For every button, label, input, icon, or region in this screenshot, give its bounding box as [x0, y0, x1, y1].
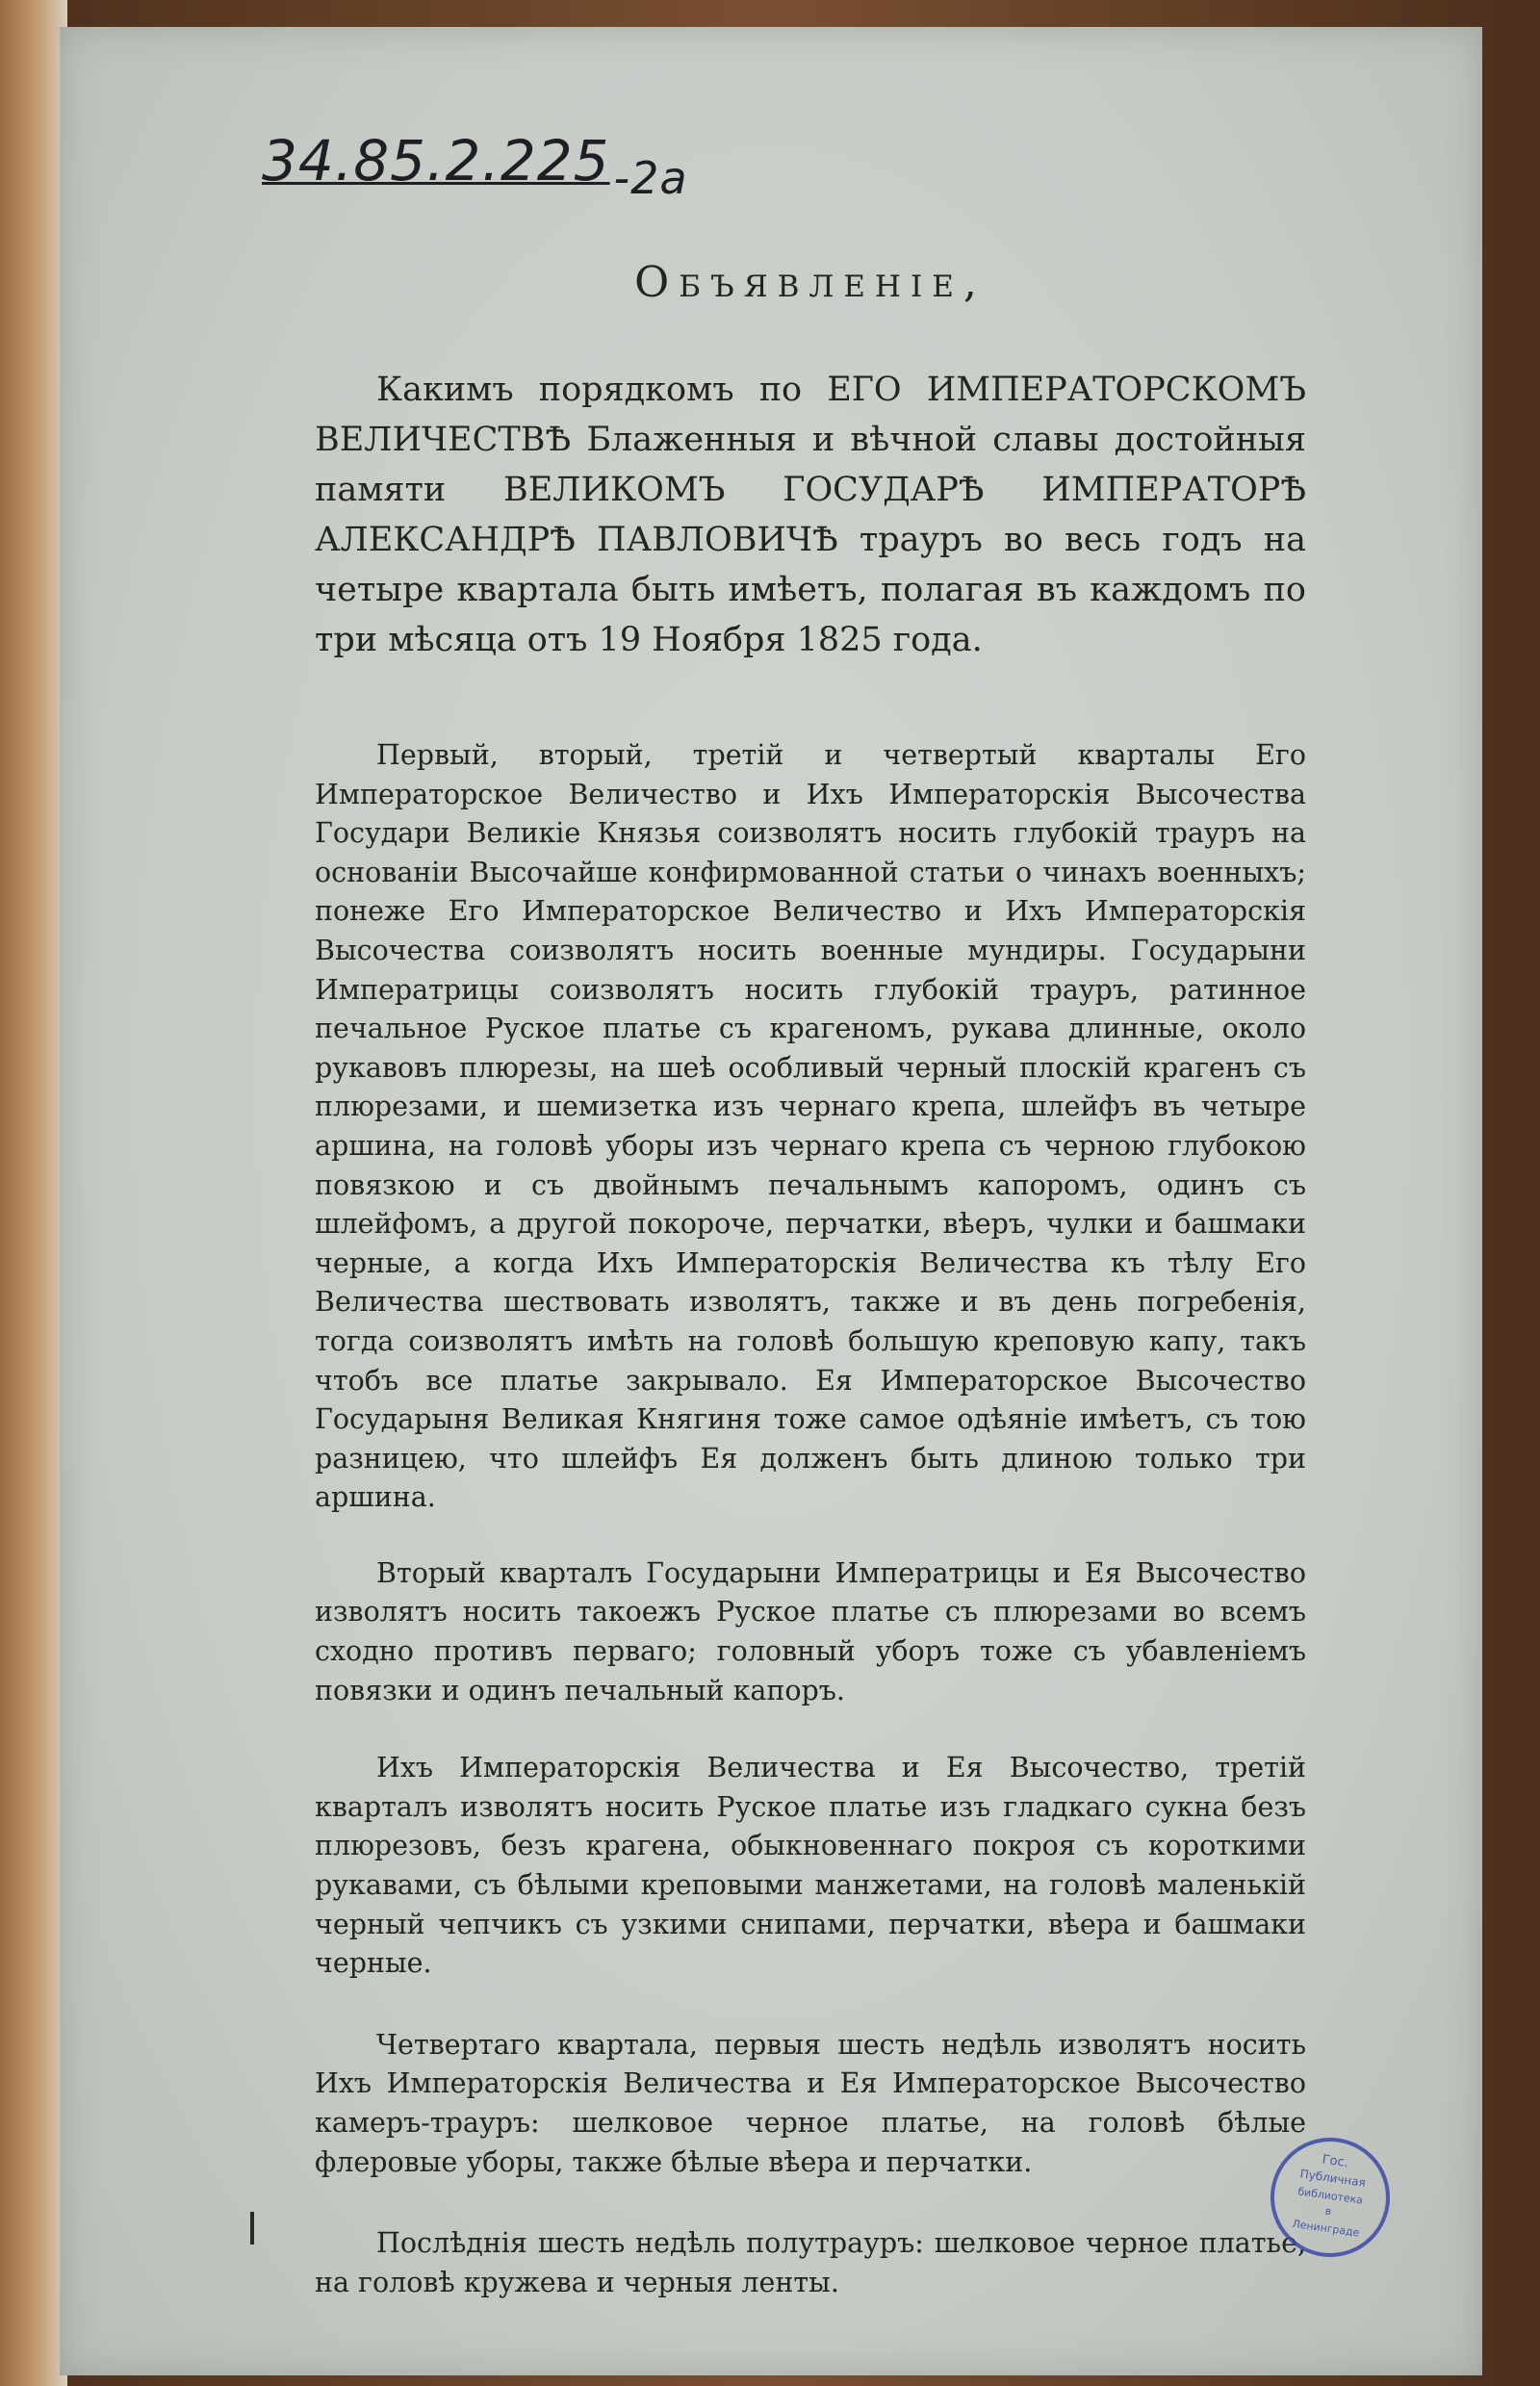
stamp-line-3: библиотека: [1296, 2185, 1364, 2207]
shelfmark-number: 34.85.2.225: [262, 128, 610, 193]
paragraph-1: Первый, вторый, третiй и четвертый кварталы Его Императорское Величество и Ихъ Императорскiя Высочества Государи Великiе Князья соизволятъ носить глубокiй трауръ на основанiи Высочайше конфирмованной статьи о чинахъ военныхъ; понеже Его Императорское Величество и Ихъ Императорскiя Высочества соизволятъ носить военные мундиры. Государыни Императрицы соизволятъ носить глубокiй трауръ, ратинное печальное Руское платье съ крагеномъ, рукава длинные, около рукавовъ плюрезы, на шеѣ особливый черный плоскiй крагенъ съ плюрезами, и шемизетка изъ чернаго крепа, шлейфъ въ четыре аршина, на головѣ уборы изъ чернаго крепа съ черною глубокою повязкою и съ двойнымъ печальнымъ капоромъ, одинъ съ шлейфомъ, а другой покороче, перчатки, вѣеръ, чулки и башмаки черные, а когда Ихъ Императорскiя Величества къ тѣлу Его Величества шествовать изволятъ, также и въ день погребенiя, тогда соизволятъ имѣть на головѣ большую креповую капу, такъ чтобъ все платье закрывало. Ея Императорское Высочество Государыня Великая Княгиня тоже самое одѣянiе имѣетъ, съ тою разницею, что шлейфъ Ея долженъ быть длиною только три аршина.: [315, 739, 1306, 1514]
stamp-line-1: Гос.: [1321, 2152, 1349, 2171]
book-edge: [0, 0, 67, 2386]
document-body: [315, 258, 1306, 2302]
stamp-line-4: в: [1323, 2204, 1333, 2219]
document-page: [60, 27, 1482, 2375]
margin-mark: [250, 2212, 254, 2245]
paragraph-5: Послѣднiя шесть недѣль полутрауръ: шелковое черное платье, на головѣ кружева и черныя ленты.: [315, 2227, 1306, 2298]
shelfmark-suffix: -2а: [613, 152, 688, 204]
stamp-line-2: Публичная: [1298, 2167, 1367, 2190]
paragraph-4: Четвертаго квартала, первыя шесть недѣль изволятъ носить Ихъ Императорскiя Величества и Ея Императорское Высочество камеръ-трауръ: шелковое черное платье, на головѣ бѣлые флеровые уборы, также бѣлые вѣера и перчатки.: [315, 2028, 1306, 2178]
stamp-line-5: Ленинграде: [1291, 2217, 1361, 2240]
document-heading: Какимъ порядкомъ по ЕГО ИМПЕРАТОРСКОМЪ ВЕЛИЧЕСТВѢ Блаженныя и вѣчной славы достойныя памяти ВЕЛИКОМЪ ГОСУДАРѢ ИМПЕРАТОРѢ АЛЕКСАНДРѢ ПАВЛОВИЧѢ трауръ во весь годъ на четыре квартала быть имѣетъ, полагая въ каждомъ по три мѣсяца отъ 19 Ноября 1825 года.: [315, 371, 1306, 659]
paragraph-2: Вторый кварталъ Государыни Императрицы и Ея Высочество изволятъ носить такоежъ Руское платье съ плюрезами во всемъ сходно противъ перваго; головный уборъ тоже съ убавленiемъ повязки и одинъ печальный капоръ.: [315, 1556, 1306, 1706]
shelfmark: [262, 128, 688, 204]
library-stamp-lettering: [1267, 2134, 1393, 2260]
paragraph-3: Ихъ Императорскiя Величества и Ея Высочество, третiй кварталъ изволятъ носить Руское платье изъ гладкаго сукна безъ плюрезовъ, безъ крагена, обыкновеннаго покроя съ короткими рукавами, съ бѣлыми креповыми манжетами, на головѣ маленькiй черный чепчикъ съ узкими снипами, перчатки, вѣера и башмаки черные.: [315, 1752, 1306, 1980]
document-title: Объявленiе,: [634, 258, 987, 307]
library-stamp: [1263, 2130, 1398, 2265]
